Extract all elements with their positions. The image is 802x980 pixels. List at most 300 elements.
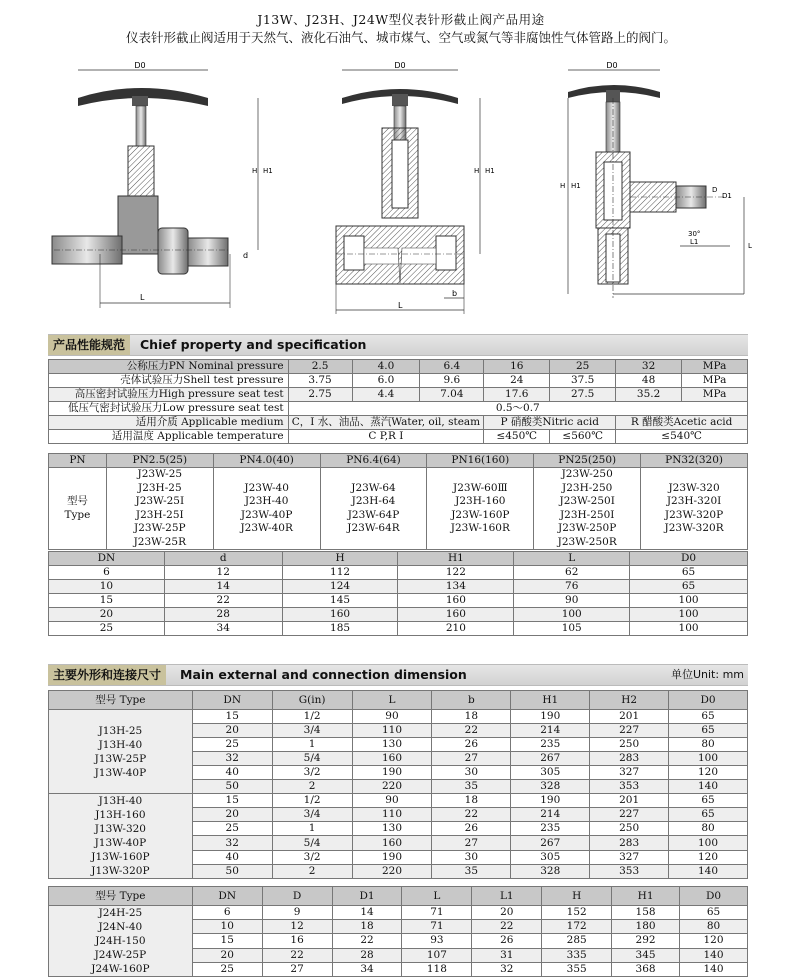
- cell: 90: [514, 594, 630, 608]
- cell: 120: [680, 934, 748, 948]
- spec-cell: 2.75: [288, 388, 352, 402]
- table-row: [49, 580, 748, 594]
- cell: 34: [164, 622, 282, 636]
- cell: 30: [432, 850, 511, 864]
- cell: 100: [669, 836, 748, 850]
- model-item: J23W-320R: [664, 522, 724, 534]
- model-item: J23W-320P: [664, 508, 724, 521]
- cell: 140: [680, 962, 748, 976]
- models-col-header: PN32(320): [641, 454, 748, 468]
- cell: 140: [669, 780, 748, 794]
- cell: 368: [612, 962, 680, 976]
- cell: 25: [192, 962, 262, 976]
- cell: 22: [332, 934, 402, 948]
- cell: 227: [590, 808, 669, 822]
- spec-cell: 4.4: [352, 388, 420, 402]
- cell: 32: [192, 752, 272, 766]
- cell: 71: [402, 920, 472, 934]
- cell: 5/4: [272, 836, 352, 850]
- cell: 250: [590, 822, 669, 836]
- spec-cell: 17.6: [484, 388, 550, 402]
- cell: 32: [472, 962, 542, 976]
- cell: 20: [192, 948, 262, 962]
- cell: 214: [511, 724, 590, 738]
- model-item: J23W-250: [561, 468, 613, 480]
- model-item: J23W-40P: [240, 508, 293, 521]
- cell: 201: [590, 794, 669, 808]
- cell: 6: [192, 906, 262, 920]
- title-line-2: 仪表针形截止阀适用于天然气、液化石油气、城市煤气、空气或氮气等非腐蚀性气体管路上的阀门。: [125, 30, 676, 45]
- cell: 22: [164, 594, 282, 608]
- dims3-header: 型号 Type: [49, 887, 193, 906]
- models-col: [641, 468, 748, 550]
- dims3-header: L1: [472, 887, 542, 906]
- label-d-left: d: [243, 251, 249, 260]
- dims2-header: H2: [590, 691, 669, 710]
- cell: 80: [669, 738, 748, 752]
- cell: 35: [432, 780, 511, 794]
- cell: 40: [192, 850, 272, 864]
- dims2-header-row: [49, 691, 748, 710]
- cell: 20: [192, 724, 272, 738]
- cell: 65: [669, 710, 748, 724]
- cell: 2: [272, 864, 352, 878]
- label-h1-right: H1: [571, 182, 581, 190]
- cell: 100: [630, 622, 748, 636]
- cell: 27: [262, 962, 332, 976]
- spec-temp-value: ≤560℃: [550, 430, 616, 444]
- cell: 100: [514, 608, 630, 622]
- cell: 122: [398, 566, 514, 580]
- spec-cell: 48: [616, 374, 682, 388]
- cell: 35: [432, 864, 511, 878]
- cell: 180: [612, 920, 680, 934]
- spec-cell: 25: [550, 360, 616, 374]
- dims3-header: DN: [192, 887, 262, 906]
- spec-table: [48, 359, 748, 444]
- spec-row-medium: [49, 416, 748, 430]
- spec-cell: 4.0: [352, 360, 420, 374]
- type-label-cn: 型号: [66, 495, 88, 507]
- spec-medium-value: C，I 水、油品、蒸汽Water, oil, steam: [288, 416, 484, 430]
- models-col: [106, 468, 213, 550]
- drawing-right: [560, 61, 752, 298]
- cell: 80: [680, 920, 748, 934]
- cell: 22: [472, 920, 542, 934]
- cell: 50: [192, 864, 272, 878]
- cell: 210: [398, 622, 514, 636]
- cell: 50: [192, 780, 272, 794]
- cell: 283: [590, 752, 669, 766]
- model-item: J23W-64: [351, 481, 396, 494]
- cell: 26: [432, 822, 511, 836]
- spec-label: 公称压力PN Nominal pressure: [49, 360, 289, 374]
- cell: 190: [511, 710, 590, 724]
- table-row: [49, 710, 748, 724]
- type-item: J13H-25: [98, 724, 143, 737]
- type-label-cell: [49, 468, 107, 550]
- spec-label: 高压密封试验压力High pressure seat test: [49, 388, 289, 402]
- cell: 190: [511, 794, 590, 808]
- label-h-right: H: [560, 182, 566, 190]
- cell: 27: [432, 752, 511, 766]
- label-d1-right: D1: [722, 192, 732, 200]
- cell: 80: [669, 822, 748, 836]
- cell: 65: [669, 794, 748, 808]
- type-label-en: Type: [64, 508, 91, 521]
- spec-medium-value: P 硝酸类Nitric acid: [484, 416, 616, 430]
- spec-cell: 3.75: [288, 374, 352, 388]
- model-item: J23W-64R: [347, 522, 400, 534]
- dims-table-2: [48, 690, 748, 879]
- cell: 134: [398, 580, 514, 594]
- cell: 25: [192, 738, 272, 752]
- cell: 15: [192, 934, 262, 948]
- table-row: [49, 566, 748, 580]
- cell: 201: [590, 710, 669, 724]
- cell: 292: [612, 934, 680, 948]
- dims3-header: L: [402, 887, 472, 906]
- spec-cell: 27.5: [550, 388, 616, 402]
- spec-label: 低压气密封试验压力Low pressure seat test: [49, 402, 289, 416]
- section-chief-property-header: [48, 334, 748, 356]
- table-row: [49, 794, 748, 808]
- cell: 152: [542, 906, 612, 920]
- cell: 15: [192, 710, 272, 724]
- cell: 3/2: [272, 850, 352, 864]
- drawing-left: [52, 61, 273, 308]
- cell: 328: [511, 864, 590, 878]
- spec-label: 适用温度 Applicable temperature: [49, 430, 289, 444]
- dims3-header: D: [262, 887, 332, 906]
- cell: 31: [472, 948, 542, 962]
- models-header-row: [49, 454, 748, 468]
- models-col: [427, 468, 534, 550]
- cell: 22: [432, 724, 511, 738]
- cell: 100: [669, 752, 748, 766]
- section-main-dimension-header: [48, 664, 748, 686]
- spec-row-temperature: [49, 430, 748, 444]
- dims1-header: d: [164, 552, 282, 566]
- spec-cell: 7.04: [420, 388, 484, 402]
- models-col-header: PN6.4(64): [320, 454, 427, 468]
- model-item: J23W-64P: [347, 508, 400, 521]
- cell: 40: [192, 766, 272, 780]
- spec-temp-value: ≤450℃: [484, 430, 550, 444]
- models-table: [48, 453, 748, 550]
- spec-row: [49, 360, 748, 374]
- type-item: J13W-25P: [94, 752, 147, 765]
- type-item: J24N-40: [98, 921, 143, 933]
- cell: 1: [272, 822, 352, 836]
- dims2-header: b: [432, 691, 511, 710]
- model-item: J23H-250I: [559, 508, 615, 521]
- cell: 250: [590, 738, 669, 752]
- cell: 65: [669, 808, 748, 822]
- cell: 100: [630, 608, 748, 622]
- spec-label: 壳体试验压力Shell test pressure: [49, 374, 289, 388]
- cell: 112: [282, 566, 398, 580]
- label-l-right: L: [748, 242, 752, 250]
- table-row: [49, 622, 748, 636]
- type-item: J24H-25: [98, 907, 143, 919]
- spec-label: 适用介质 Applicable medium: [49, 416, 289, 430]
- cell: 110: [352, 724, 432, 738]
- cell: 27: [432, 836, 511, 850]
- cell: 158: [612, 906, 680, 920]
- cell: 18: [332, 920, 402, 934]
- cell: 14: [164, 580, 282, 594]
- spec-unit: MPa: [682, 360, 748, 374]
- cell: 345: [612, 948, 680, 962]
- model-item: J23H-64: [351, 495, 396, 507]
- cell: 118: [402, 962, 472, 976]
- spec-cell: 32: [616, 360, 682, 374]
- cell: 22: [262, 948, 332, 962]
- cell: 110: [352, 808, 432, 822]
- cell: 172: [542, 920, 612, 934]
- cell: 124: [282, 580, 398, 594]
- dims2-header: 型号 Type: [49, 691, 193, 710]
- spec-cell: 37.5: [550, 374, 616, 388]
- label-angle-right: 30°: [688, 230, 701, 238]
- models-col: [534, 468, 641, 550]
- cell: 12: [164, 566, 282, 580]
- spec-temp-value: ≤540℃: [616, 430, 748, 444]
- model-item: J23W-320: [668, 481, 720, 494]
- dims3-header: D0: [680, 887, 748, 906]
- cell: 214: [511, 808, 590, 822]
- cell: 283: [590, 836, 669, 850]
- model-item: J23H-25I: [135, 508, 184, 521]
- cell: 328: [511, 780, 590, 794]
- model-item: J23H-40: [244, 495, 289, 507]
- cell: 30: [432, 766, 511, 780]
- spec-row-low-pressure: [49, 402, 748, 416]
- type-item: J13W-40P: [94, 837, 147, 849]
- type-item: J13H-160: [95, 809, 146, 821]
- cell: 76: [514, 580, 630, 594]
- cell: 140: [680, 948, 748, 962]
- valve-drawings: [40, 58, 760, 326]
- cell: 26: [472, 934, 542, 948]
- cell: 327: [590, 850, 669, 864]
- dims2-header: DN: [192, 691, 272, 710]
- spec-unit: MPa: [682, 388, 748, 402]
- label-h-mid: H: [474, 167, 480, 175]
- dims3-header-row: [49, 887, 748, 906]
- dims2-header: H1: [511, 691, 590, 710]
- cell: 235: [511, 822, 590, 836]
- drawing-middle: [336, 61, 495, 314]
- label-d0-left: D0: [134, 61, 146, 70]
- type-group-cell: [49, 710, 193, 794]
- cell: 220: [352, 864, 432, 878]
- cell: 15: [192, 794, 272, 808]
- label-h-left: H: [252, 167, 258, 175]
- label-l-left: L: [140, 293, 145, 302]
- model-item: J23H-160: [455, 495, 506, 507]
- type-item: J24H-150: [95, 935, 146, 947]
- cell: 65: [630, 580, 748, 594]
- label-l-mid: L: [398, 301, 403, 310]
- cell: 10: [192, 920, 262, 934]
- cell: 140: [669, 864, 748, 878]
- dims3-header: H: [542, 887, 612, 906]
- cell: 227: [590, 724, 669, 738]
- cell: 71: [402, 906, 472, 920]
- model-item: J23W-25P: [134, 522, 186, 534]
- section-title-en: Main external and connection dimension: [180, 667, 467, 682]
- cell: 267: [511, 752, 590, 766]
- cell: 190: [352, 850, 432, 864]
- cell: 20: [192, 808, 272, 822]
- dims-table-1: [48, 551, 748, 636]
- model-item: J23W-25I: [135, 495, 185, 507]
- model-item: J23W-250I: [559, 495, 615, 507]
- cell: 160: [352, 836, 432, 850]
- dims3-header: D1: [332, 887, 402, 906]
- cell: 130: [352, 822, 432, 836]
- dims1-header: D0: [630, 552, 748, 566]
- cell: 305: [511, 850, 590, 864]
- dims1-header: H1: [398, 552, 514, 566]
- cell: 28: [164, 608, 282, 622]
- dims1-header: H: [282, 552, 398, 566]
- cell: 2: [272, 780, 352, 794]
- table-row: [49, 594, 748, 608]
- spec-cell: 9.6: [420, 374, 484, 388]
- cell: 18: [432, 710, 511, 724]
- type-item: J24W-160P: [91, 963, 150, 975]
- model-item: J23W-160R: [450, 522, 510, 534]
- models-col: [320, 468, 427, 550]
- cell: 26: [432, 738, 511, 752]
- cell: 14: [332, 906, 402, 920]
- cell: 105: [514, 622, 630, 636]
- cell: 65: [630, 566, 748, 580]
- models-body-row: [49, 468, 748, 550]
- cell: 18: [432, 794, 511, 808]
- cell: 20: [472, 906, 542, 920]
- cell: 335: [542, 948, 612, 962]
- spec-cell: 6.4: [420, 360, 484, 374]
- type-item: J13W-160P: [91, 851, 150, 863]
- cell: 9: [262, 906, 332, 920]
- spec-row: [49, 388, 748, 402]
- cell: 20: [49, 608, 165, 622]
- label-h1-left: H1: [263, 167, 273, 175]
- cell: 6: [49, 566, 165, 580]
- type-item: J13W-40P: [94, 766, 147, 779]
- spec-cell: 2.5: [288, 360, 352, 374]
- type-item: J13W-320P: [91, 865, 150, 877]
- dims1-header: L: [514, 552, 630, 566]
- model-item: J23W-25R: [133, 535, 187, 548]
- cell: 32: [192, 836, 272, 850]
- models-col-header: PN25(250): [534, 454, 641, 468]
- cell: 22: [432, 808, 511, 822]
- dims3-header: H1: [612, 887, 680, 906]
- type-item: J13H-40: [98, 795, 143, 807]
- cell: 120: [669, 766, 748, 780]
- model-item: J23H-25: [137, 481, 182, 494]
- cell: 120: [669, 850, 748, 864]
- type-item: J13H-40: [98, 738, 143, 751]
- model-item: J23W-160P: [451, 508, 510, 521]
- model-item: J23W-40: [244, 481, 289, 494]
- cell: 90: [352, 710, 432, 724]
- label-h1-mid: H1: [485, 167, 495, 175]
- type-group-cell: [49, 794, 193, 879]
- title-line-1: J13W、J23H、J24W型仪表针形截止阀产品用途: [257, 12, 545, 27]
- cell: 15: [49, 594, 165, 608]
- cell: 185: [282, 622, 398, 636]
- cell: 355: [542, 962, 612, 976]
- cell: 160: [398, 594, 514, 608]
- dims2-header: D0: [669, 691, 748, 710]
- section-title-en: Chief property and specification: [140, 337, 367, 352]
- spec-unit: MPa: [682, 374, 748, 388]
- dims1-header-row: [49, 552, 748, 566]
- spec-row: [49, 374, 748, 388]
- cell: 353: [590, 780, 669, 794]
- spec-low-value: 0.5～0.7: [288, 402, 747, 416]
- cell: 100: [630, 594, 748, 608]
- dims2-header: L: [352, 691, 432, 710]
- cell: 160: [352, 752, 432, 766]
- cell: 160: [398, 608, 514, 622]
- cell: 5/4: [272, 752, 352, 766]
- cell: 1: [272, 738, 352, 752]
- model-item: J23H-250: [562, 481, 613, 494]
- cell: 145: [282, 594, 398, 608]
- cell: 190: [352, 766, 432, 780]
- label-l1-right: L1: [690, 238, 699, 246]
- model-item: J23W-250R: [557, 535, 617, 548]
- label-d0-mid: D0: [394, 61, 406, 70]
- cell: 34: [332, 962, 402, 976]
- model-item: J23H-320I: [666, 495, 722, 507]
- table-row: [49, 906, 748, 920]
- cell: 90: [352, 794, 432, 808]
- cell: 28: [332, 948, 402, 962]
- model-item: J23W-60Ⅲ: [453, 481, 508, 494]
- cell: 10: [49, 580, 165, 594]
- cell: 305: [511, 766, 590, 780]
- pn-label: PN: [49, 454, 107, 468]
- cell: 130: [352, 738, 432, 752]
- models-col-header: PN2.5(25): [106, 454, 213, 468]
- model-item: J23W-25: [137, 468, 183, 480]
- cell: 12: [262, 920, 332, 934]
- spec-cell: 35.2: [616, 388, 682, 402]
- cell: 1/2: [272, 794, 352, 808]
- cell: 267: [511, 836, 590, 850]
- cell: 327: [590, 766, 669, 780]
- spec-medium-value: R 醋酸类Acetic acid: [616, 416, 748, 430]
- cell: 3/4: [272, 724, 352, 738]
- cell: 1/2: [272, 710, 352, 724]
- section-title-cn: 产品性能规范: [48, 335, 130, 355]
- unit-label: 单位Unit: mm: [670, 668, 744, 681]
- model-item: J23W-40R: [240, 522, 293, 534]
- dims1-header: DN: [49, 552, 165, 566]
- type-group-cell: [49, 906, 193, 977]
- cell: 220: [352, 780, 432, 794]
- models-col-header: PN16(160): [427, 454, 534, 468]
- label-b-mid: b: [452, 289, 458, 298]
